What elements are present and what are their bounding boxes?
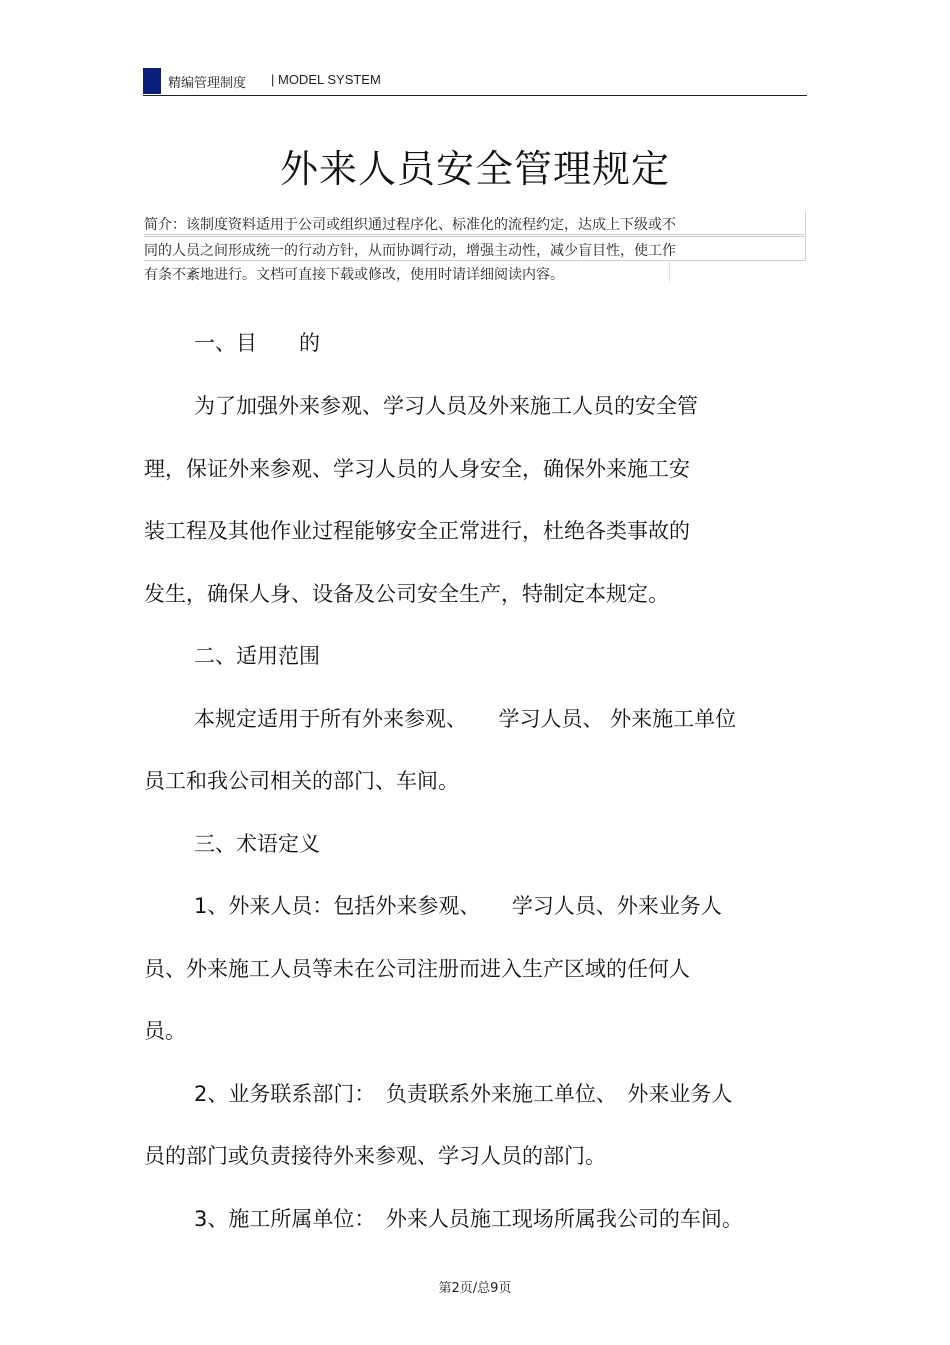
paragraph-line: 理，保证外来参观、学习人员的人身安全，确保外来施工安 — [144, 457, 690, 481]
header-brand-cn: 精编管理制度 — [168, 76, 247, 91]
section-heading-purpose: 一、目 的 — [194, 331, 320, 355]
paragraph-line: 1、外来人员：包括外来参观、 学习人员、外来业务人 — [194, 894, 722, 918]
paragraph-line: 2、业务联系部门： 负责联系外来施工单位、 外来业务人 — [194, 1082, 733, 1106]
intro-line-1: 简介：该制度资料适用于公司或组织通过程序化、标准化的流程约定，达成上下级或不 — [144, 217, 676, 233]
paragraph-line: 为了加强外来参观、学习人员及外来施工人员的安全管 — [194, 394, 698, 418]
paragraph-line: 3、施工所属单位： 外来人员施工现场所属我公司的车间。 — [194, 1207, 743, 1231]
page-number: 第2页/总9页 — [438, 1281, 512, 1296]
paragraph-line: 本规定适用于所有外来参观、 学习人员、 外来施工单位 — [194, 707, 737, 731]
section-heading-definitions: 三、术语定义 — [194, 832, 320, 856]
section-heading-scope: 二、适用范围 — [194, 644, 320, 668]
intro-line-3: 有条不紊地进行。文档可直接下载或修改，使用时请详细阅读内容。 — [144, 267, 564, 283]
paragraph-line: 员。 — [144, 1019, 186, 1043]
paragraph-line: 员、外来施工人员等未在公司注册而进入生产区域的任何人 — [144, 957, 690, 981]
paragraph-line: 员工和我公司相关的部门、车间。 — [144, 769, 459, 793]
header-brand-en: | MODEL SYSTEM — [271, 72, 381, 87]
intro-divider — [669, 260, 670, 282]
logo-icon — [143, 68, 161, 94]
paragraph-line: 装工程及其他作业过程能够安全正常进行，杜绝各类事故的 — [144, 519, 690, 543]
intro-line-2: 同的人员之间形成统一的行动方针，从而协调行动，增强主动性，减少盲目性，使工作 — [144, 243, 676, 259]
paragraph-line: 员的部门或负责接待外来参观、学习人员的部门。 — [144, 1144, 606, 1168]
paragraph-line: 发生，确保人身、设备及公司安全生产，特制定本规定。 — [144, 582, 669, 606]
document-title: 外来人员安全管理规定 — [279, 147, 670, 191]
page-header — [143, 66, 807, 96]
